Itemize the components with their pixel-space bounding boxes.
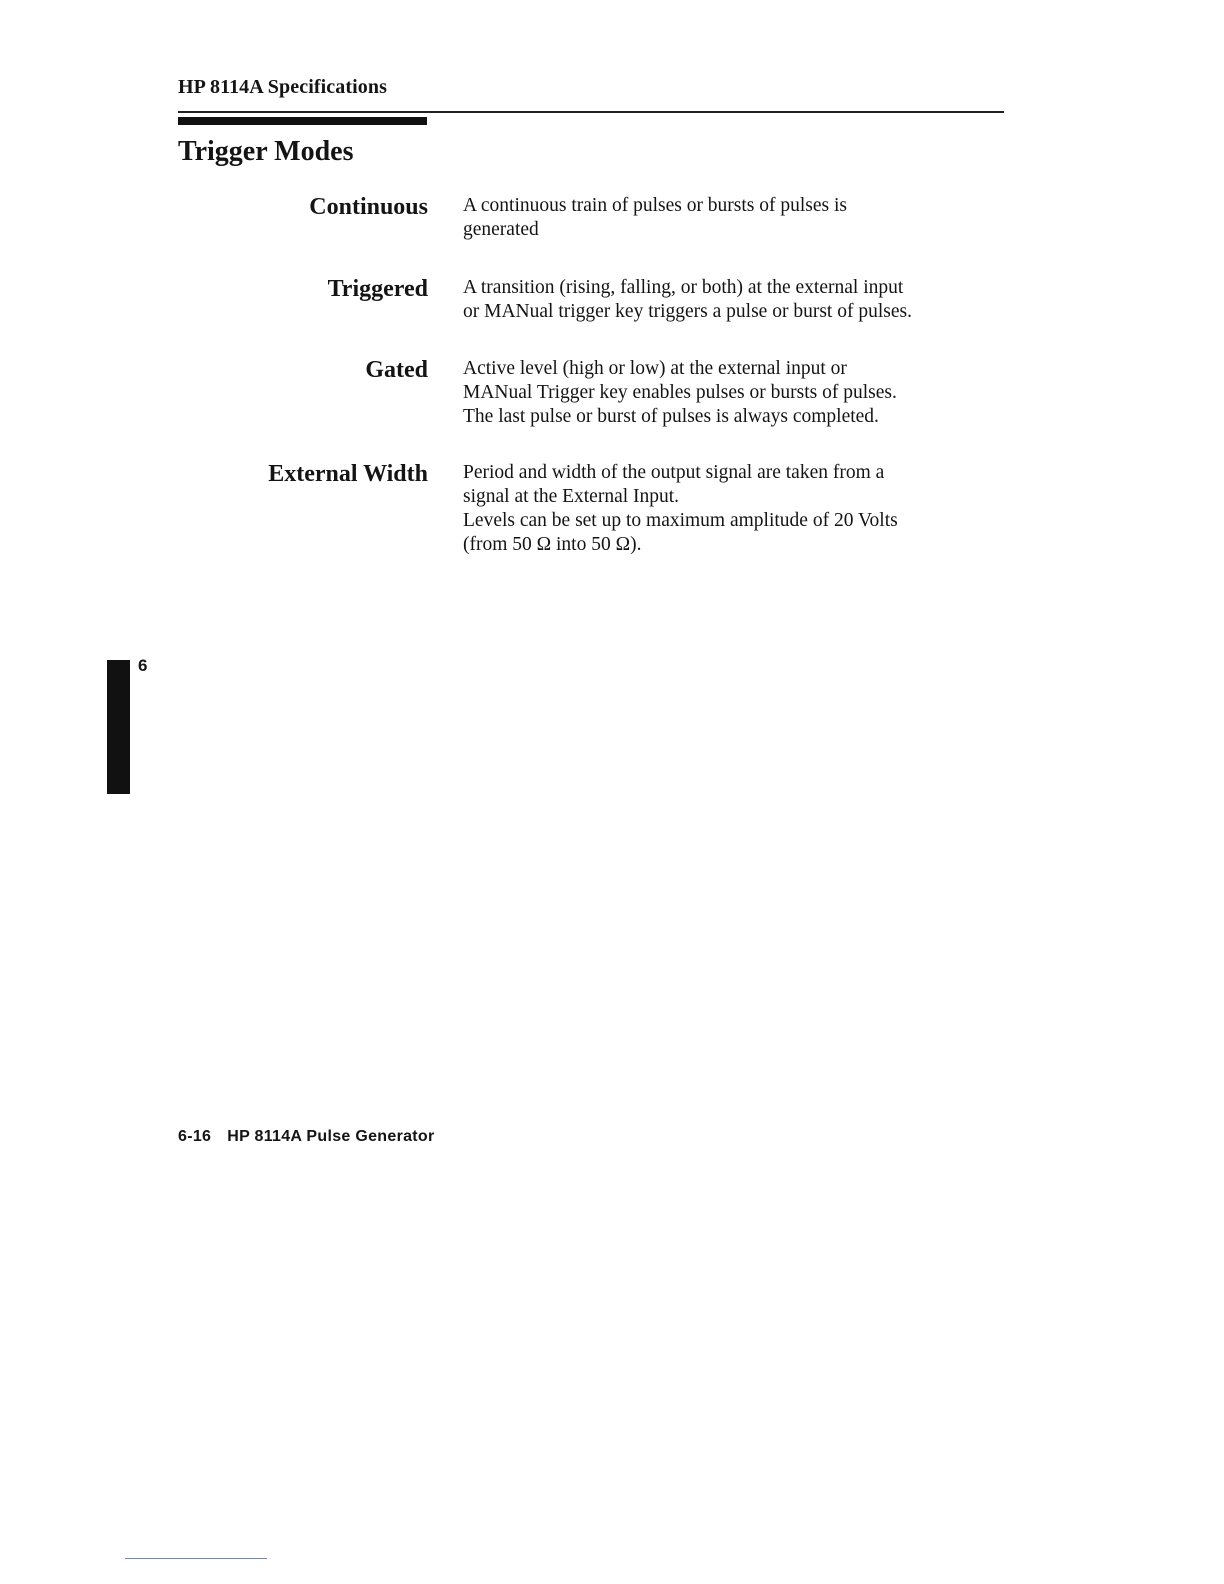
description-line: (from 50 Ω into 50 Ω).: [463, 534, 642, 555]
description-line: signal at the External Input.: [463, 486, 680, 507]
description-line: A transition (rising, falling, or both) at the external input: [463, 277, 904, 298]
footer-page-number: 6-16: [178, 1128, 212, 1145]
entry-term: Gated: [365, 357, 428, 383]
description-line: or MANual trigger key triggers a pulse or burst of pulses.: [463, 301, 912, 322]
description-line: MANual Trigger key enables pulses or bursts of pulses.: [463, 382, 897, 403]
entry-description: [463, 276, 1008, 324]
footer-product-name: HP 8114A Pulse Generator: [227, 1128, 435, 1145]
entry-description: [463, 461, 1008, 557]
description-line: Levels can be set up to maximum amplitude of 20 Volts: [463, 510, 898, 531]
entry-description: [463, 194, 1008, 242]
entry-term: External Width: [268, 461, 428, 487]
description-line: A continuous train of pulses or bursts of pulses is: [463, 195, 848, 216]
bottom-link-underline[interactable]: [125, 1558, 267, 1559]
description-line: The last pulse or burst of pulses is always completed.: [463, 406, 879, 427]
page-footer: [178, 1128, 435, 1146]
description-line: Period and width of the output signal are taken from a: [463, 462, 885, 483]
section-title: Trigger Modes: [178, 136, 354, 167]
description-line: generated: [463, 219, 539, 240]
entry-term: Triggered: [327, 276, 428, 302]
header-rule-thick: [178, 117, 427, 125]
chapter-number: 6: [138, 656, 148, 675]
description-line: Active level (high or low) at the external input or: [463, 358, 847, 379]
running-header: HP 8114A Specifications: [178, 76, 387, 98]
header-rule-thin: [178, 111, 1004, 113]
entry-description: [463, 357, 1008, 429]
chapter-tab-marker: [107, 660, 130, 794]
entry-term: Continuous: [309, 194, 428, 220]
